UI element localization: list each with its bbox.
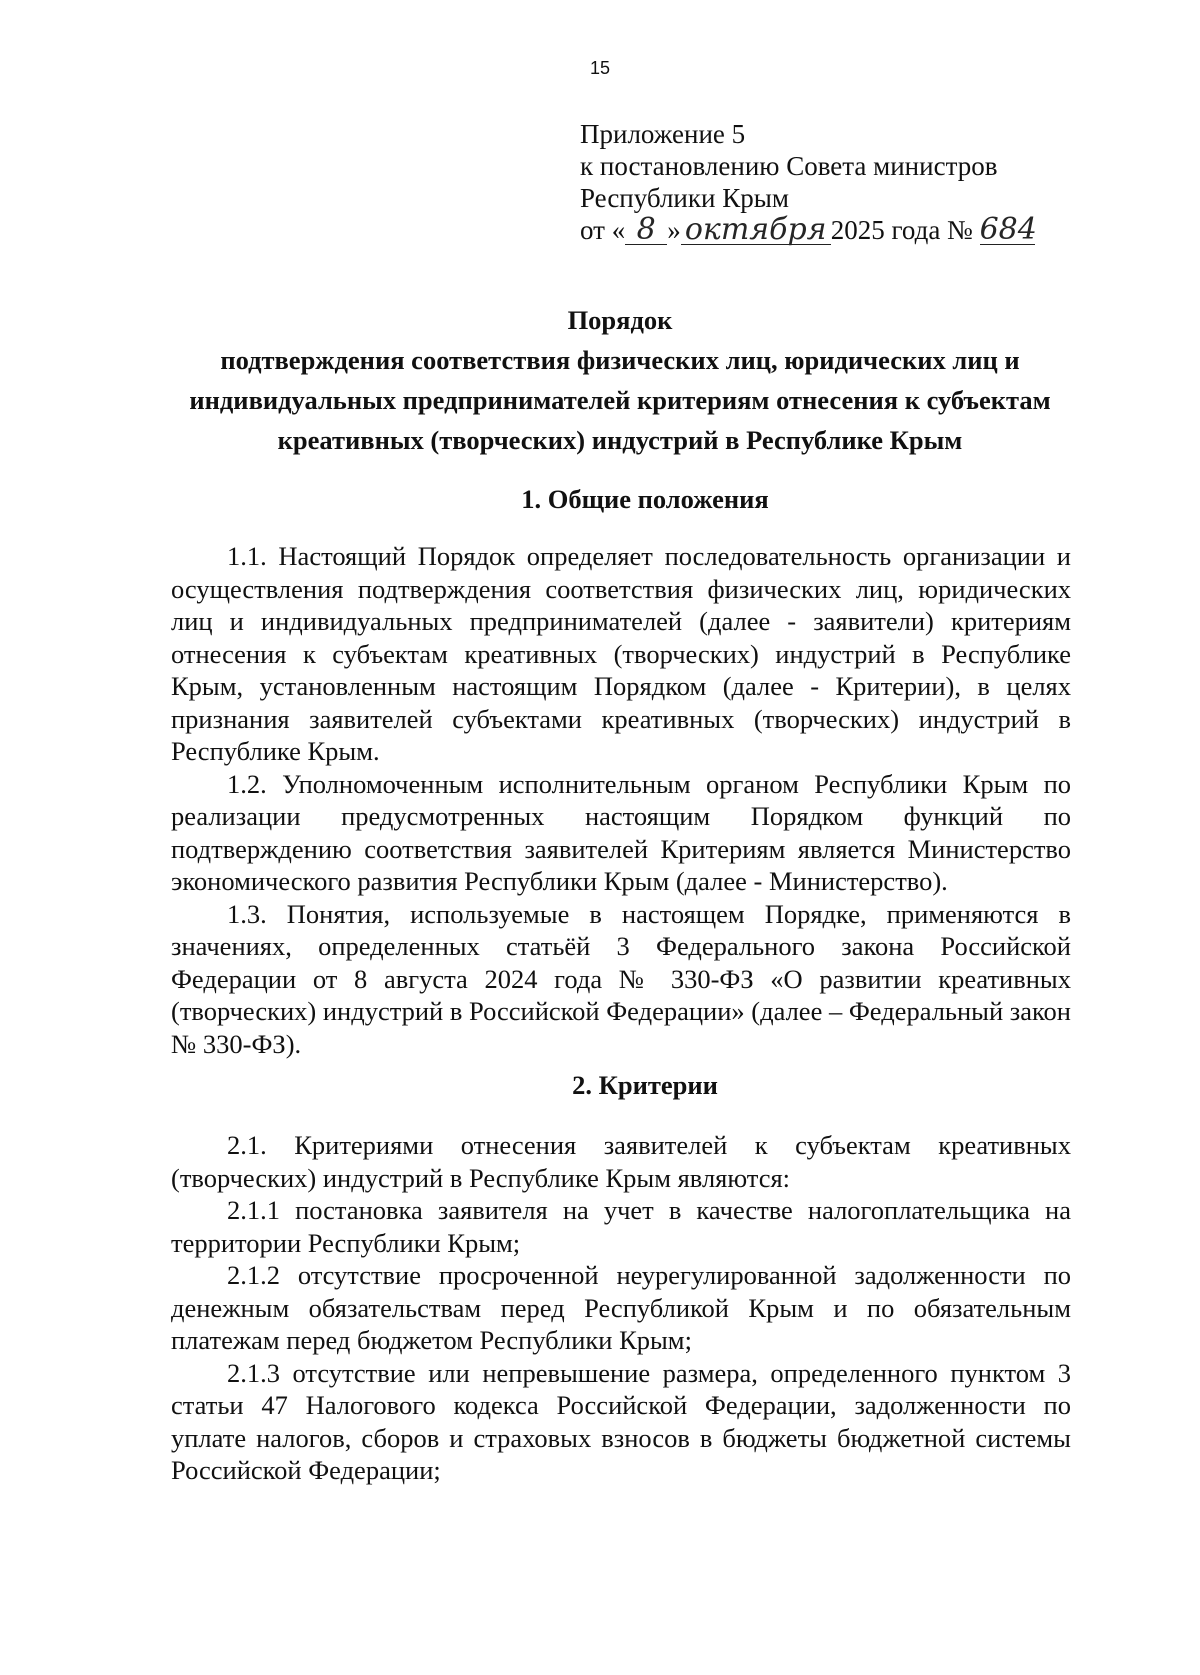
- page-number: 15: [589, 58, 611, 78]
- paragraph-1-3: 1.3. Понятия, используемые в настоящем Порядке, применяются в значениях, определенных статьёй 3 Федерального закона Российской Федерации от 8 августа 2024 года № 330-ФЗ «О развитии креативных (творческих) индустрий в Российской Федерации» (далее – Федеральный закон № 330-ФЗ).: [171, 898, 1071, 1059]
- document-title: [160, 300, 1080, 460]
- paragraph-2-1-1: 2.1.1 постановка заявителя на учет в качестве налогоплательщика на территории Республики Крым;: [171, 1195, 1071, 1258]
- title-heading: Порядок: [567, 305, 673, 335]
- title-subtitle: подтверждения соответствия физических лиц, юридических лиц и индивидуальных предпринимателей критериям отнесения к субъектам креативных (творческих) индустрий в Республике Крым: [189, 345, 1051, 455]
- appendix-line-3: Республики Крым: [580, 183, 789, 213]
- paragraph-1-2: 1.2. Уполномоченным исполнительным органом Республики Крым по реализации предусмотренных настоящим Порядком функций по подтверждению соответствия заявителей Критериям является Министерство экономического развития Республики Крым (далее - Министерство).: [171, 768, 1071, 896]
- section-2-body: [171, 1129, 1071, 1487]
- section-2-heading: 2. Критерии: [572, 1070, 718, 1100]
- appendix-line-1: Приложение 5: [580, 119, 746, 149]
- date-prefix: от «: [580, 215, 626, 245]
- paragraph-2-1-2: 2.1.2 отсутствие просроченной неурегулированной задолженности по денежным обязательствам перед Республикой Крым и по обязательным платежам перед бюджетом Республики Крым;: [171, 1260, 1071, 1355]
- date-month: октября: [681, 216, 831, 245]
- date-year: 2025 года №: [830, 215, 973, 245]
- section-1-body: [171, 540, 1071, 1060]
- appendix-block: [580, 118, 1035, 246]
- appendix-date-line: [580, 214, 1035, 246]
- paragraph-2-1-3: 2.1.3 отсутствие или непревышение размера, определенного пунктом 3 статьи 47 Налогового кодекса Российской Федерации, задолженности по уплате налогов, сборов и страховых взносов в бюджеты бюджетной системы Российской Федерации;: [171, 1357, 1071, 1485]
- date-mid: »: [667, 215, 681, 245]
- paragraph-1-1: 1.1. Настоящий Порядок определяет последовательность организации и осуществления подтверждения соответствия физических лиц, юридических лиц и индивидуальных предпринимателей (далее - заявители) критериям отнесения к субъектам креативных (творческих) индустрий в Республике Крым, установленным настоящим Порядком (далее - Критерии), в целях признания заявителей субъектами креативных (творческих) индустрий в Республике Крым.: [171, 541, 1071, 766]
- appendix-line-2: к постановлению Совета министров: [580, 151, 998, 181]
- date-day: 8: [625, 216, 667, 245]
- section-1-heading: 1. Общие положения: [521, 484, 769, 514]
- document-number: 684: [979, 212, 1037, 247]
- paragraph-2-1: 2.1. Критериями отнесения заявителей к субъектам креативных (творческих) индустрий в Республике Крым являются:: [171, 1130, 1071, 1193]
